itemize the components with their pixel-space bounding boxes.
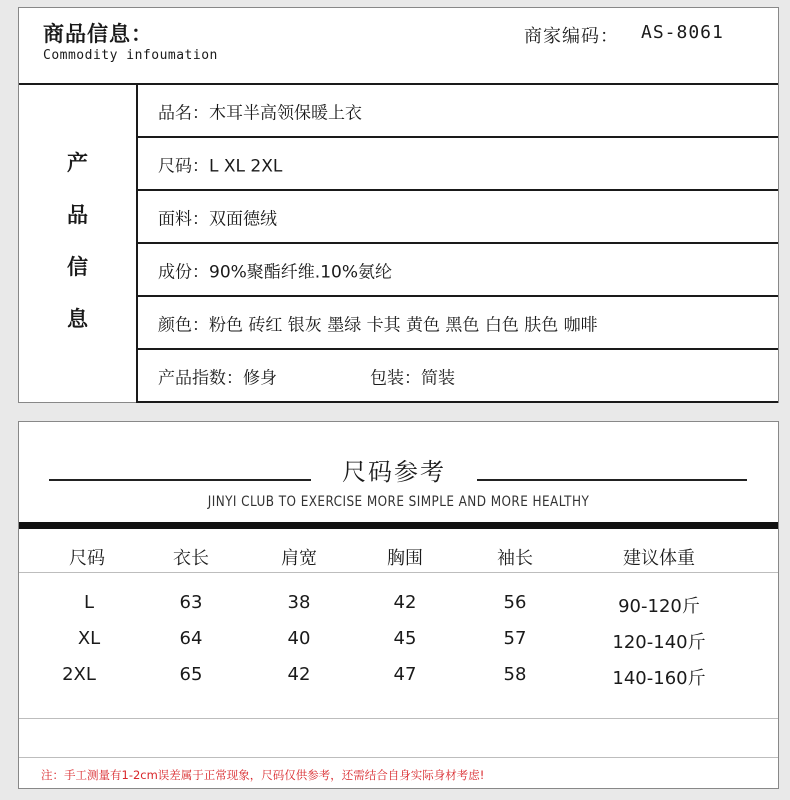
cell-sleeve: 58 xyxy=(503,664,527,685)
measurement-note: 注：手工测量有1-2cm误差属于正常现象，尺码仅供参考，还需结合自身实际身材考虑! xyxy=(41,768,485,782)
product-sizes: 尺码：L XL 2XL xyxy=(158,156,283,176)
title-rule-left xyxy=(49,479,311,481)
merchant-code-label: 商家编码： xyxy=(524,26,619,47)
info-row-index xyxy=(138,350,778,403)
cell-size: L xyxy=(83,592,95,613)
info-row-composition xyxy=(138,244,778,297)
product-fit-index: 产品指数：修身 xyxy=(158,368,277,388)
col-header-length: 衣长 xyxy=(173,548,209,569)
section-subtitle: Commodity infoumation xyxy=(43,48,218,63)
cell-size: 2XL xyxy=(62,664,96,685)
size-chart-slogan: JINYI CLUB TO EXERCISE MORE SIMPLE AND MORE HEALTHY xyxy=(207,494,590,510)
cell-weight: 90-120斤 xyxy=(618,596,700,617)
product-info-card xyxy=(18,7,779,403)
cell-size: XL xyxy=(77,628,101,649)
cell-weight: 140-160斤 xyxy=(612,668,706,689)
col-header-chest: 胸围 xyxy=(387,548,423,569)
cell-chest: 47 xyxy=(393,664,417,685)
product-package: 包装：简装 xyxy=(370,368,455,388)
product-fabric: 面料：双面德绒 xyxy=(158,209,277,229)
side-char: 信 xyxy=(67,255,88,279)
cell-shoulder: 40 xyxy=(287,628,311,649)
cell-sleeve: 56 xyxy=(503,592,527,613)
table-divider xyxy=(19,757,778,758)
cell-weight: 120-140斤 xyxy=(612,632,706,653)
col-header-shoulder: 肩宽 xyxy=(281,548,317,569)
cell-chest: 45 xyxy=(393,628,417,649)
side-char: 息 xyxy=(67,307,88,331)
size-chart-card xyxy=(18,421,779,789)
cell-length: 64 xyxy=(179,628,203,649)
product-info-table xyxy=(19,83,778,403)
info-row-name xyxy=(138,85,778,138)
info-row-fabric xyxy=(138,191,778,244)
col-header-sleeve: 袖长 xyxy=(497,548,533,569)
title-rule-right xyxy=(477,479,747,481)
cell-length: 65 xyxy=(179,664,203,685)
col-header-weight: 建议体重 xyxy=(623,548,695,569)
product-name: 品名：木耳半高领保暖上衣 xyxy=(158,103,362,123)
col-header-size: 尺码 xyxy=(69,548,105,569)
side-char: 产 xyxy=(67,151,88,175)
cell-shoulder: 38 xyxy=(287,592,311,613)
cell-shoulder: 42 xyxy=(287,664,311,685)
size-chart-title: 尺码参考 xyxy=(342,458,446,486)
side-char: 品 xyxy=(67,203,88,227)
info-row-size xyxy=(138,138,778,191)
cell-chest: 42 xyxy=(393,592,417,613)
table-divider xyxy=(19,572,778,573)
product-colors: 颜色：粉色 砖红 银灰 墨绿 卡其 黄色 黑色 白色 肤色 咖啡 xyxy=(158,315,598,335)
cell-length: 63 xyxy=(179,592,203,613)
size-chart-header-bar xyxy=(19,522,778,529)
product-composition: 成份：90%聚酯纤维.10%氨纶 xyxy=(158,262,392,282)
info-row-colors xyxy=(138,297,778,350)
table-divider xyxy=(19,718,778,719)
product-info-side-label xyxy=(19,85,138,403)
cell-sleeve: 57 xyxy=(503,628,527,649)
merchant-code-value: AS-8061 xyxy=(641,22,724,43)
section-title: 商品信息： xyxy=(43,22,153,46)
